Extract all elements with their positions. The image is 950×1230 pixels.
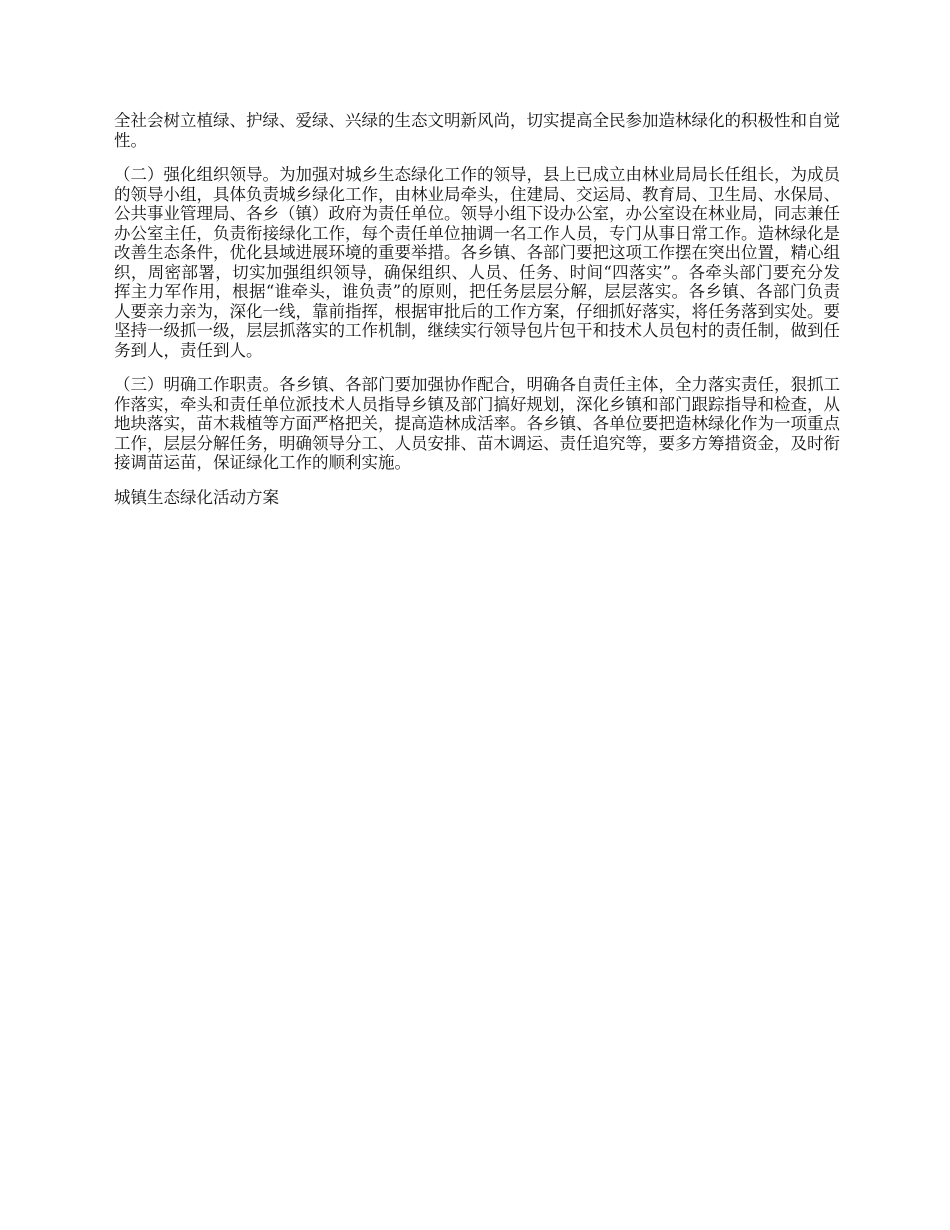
paragraph-organization-leadership: （二）强化组织领导。为加强对城乡生态绿化工作的领导，县上已成立由林业局局长任组长，为成员的领导小组，具体负责城乡绿化工作，由林业局牵头，住建局、交运局、教育局、卫生局、水保局、公共事业管理局、各乡（镇）政府为责任单位。领导小组下设办公室，办公室设在林业局，同志兼任办公室主任，负责衔接绿化工作，每个责任单位抽调一名工作人员，专门从事日常工作。造林绿化是改善生态条件，优化县域进展环境的重要举措。各乡镇、各部门要把这项工作摆在突出位置，精心组织，周密部署，切实加强组织领导，确保组织、人员、任务、时间“四落实”。各牵头部门要充分发挥主力军作用，根据“谁牵头，谁负责”的原则，把任务层层分解，层层落实。各乡镇、各部门负责人要亲力亲为，深化一线，靠前指挥，根据审批后的工作方案，仔细抓好落实，将任务落到实处。要坚持一级抓一级，层层抓落实的工作机制，继续实行领导包片包干和技术人员包村的责任制，做到任务到人，责任到人。 — [114, 165, 840, 360]
document-page — [114, 111, 840, 507]
paragraph-work-responsibilities: （三）明确工作职责。各乡镇、各部门要加强协作配合，明确各自责任主体，全力落实责任，狠抓工作落实，牵头和责任单位派技术人员指导乡镇及部门搞好规划，深化乡镇和部门跟踪指导和检查，从地块落实，苗木栽植等方面严格把关，提高造林成活率。各乡镇、各单位要把造林绿化作为一项重点工作，层层分解任务，明确领导分工、人员安排、苗木调运、责任追究等，要多方筹措资金，及时衔接调苗运苗，保证绿化工作的顺利实施。 — [114, 375, 840, 472]
paragraph-intro: 全社会树立植绿、护绿、爱绿、兴绿的生态文明新风尚，切实提高全民参加造林绿化的积极性和自觉性。 — [114, 111, 840, 150]
closing-title: 城镇生态绿化活动方案 — [114, 487, 279, 507]
